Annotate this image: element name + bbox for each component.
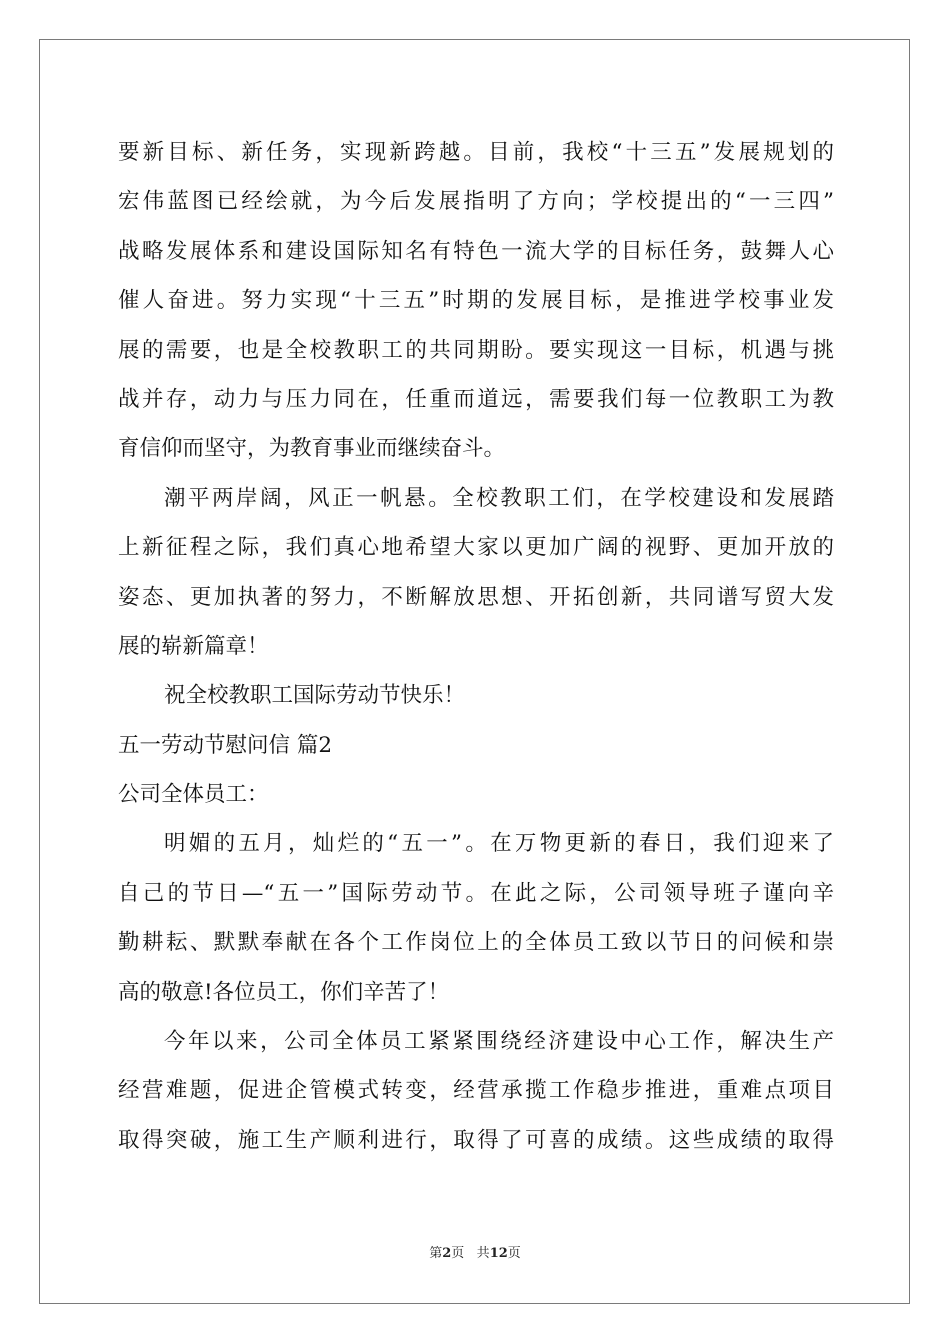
body-line: 宏伟蓝图已经绘就，为今后发展指明了方向；学校提出的“一三四”	[118, 189, 834, 215]
body-line: 催人奋进。努力实现“十三五”时期的发展目标，是推进学校事业发	[118, 288, 834, 314]
body-line: 上新征程之际，我们真心地希望大家以更加广阔的视野、更加开放的	[118, 535, 834, 561]
body-line: 战并存，动力与压力同在，任重而道远，需要我们每一位教职工为教	[118, 386, 834, 412]
body-line: 育信仰而坚守，为教育事业而继续奋斗。	[118, 436, 506, 462]
body-line: 要新目标、新任务，实现新跨越。目前，我校“十三五”发展规划的	[118, 140, 834, 165]
body-line: 战略发展体系和建设国际知名有特色一流大学的目标任务，鼓舞人心	[118, 238, 834, 264]
salutation: 公司全体员工：	[118, 782, 269, 808]
page-label-suffix: 页	[451, 1246, 465, 1261]
paragraph-first-line: 潮平两岸阔，风正一帆悬。全校教职工们，在学校建设和发展踏	[164, 485, 834, 511]
body-line: 展的需要，也是全校教职工的共同期盼。要实现这一目标，机遇与挑	[118, 337, 834, 363]
paragraph-first-line: 明媚的五月，灿烂的“五一”。在万物更新的春日，我们迎来了	[164, 831, 834, 857]
total-label-prefix: 共	[476, 1246, 490, 1261]
paragraph-first-line: 祝全校教职工国际劳动节快乐！	[164, 683, 466, 709]
total-label-suffix: 页	[507, 1246, 521, 1261]
body-line: 自己的节日—“五一”国际劳动节。在此之际，公司领导班子谨向辛	[118, 880, 834, 906]
section-heading: 五一劳动节慰问信 篇2	[118, 732, 333, 758]
body-line: 取得突破，施工生产顺利进行，取得了可喜的成绩。这些成绩的取得	[118, 1127, 834, 1153]
body-line: 展的崭新篇章！	[118, 633, 269, 659]
page-label-prefix: 第	[429, 1246, 443, 1261]
body-line: 高的敬意!各位员工，你们辛苦了！	[118, 979, 450, 1005]
body-line: 经营难题，促进企管模式转变，经营承揽工作稳步推进，重难点项目	[118, 1078, 834, 1104]
body-line: 姿态、更加执著的努力，不断解放思想、开拓创新，共同谱写贸大发	[118, 584, 834, 610]
document-body	[118, 128, 834, 1165]
total-pages: 12	[489, 1246, 508, 1261]
page-number: 2	[442, 1246, 452, 1261]
body-line: 勤耕耘、默默奉献在各个工作岗位上的全体员工致以节日的问候和崇	[118, 930, 834, 956]
paragraph-first-line: 今年以来，公司全体员工紧紧围绕经济建设中心工作，解决生产	[164, 1029, 834, 1055]
page-footer	[0, 1245, 950, 1263]
